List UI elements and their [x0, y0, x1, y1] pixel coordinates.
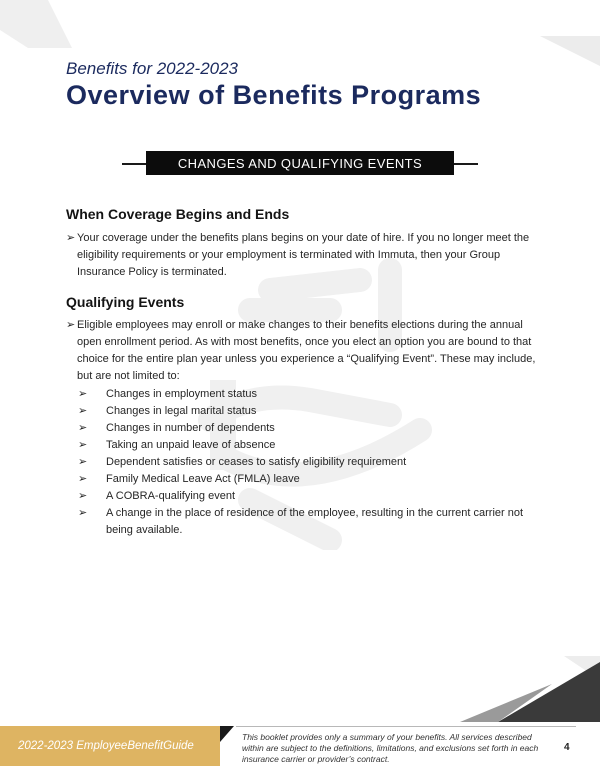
arrow-bullet-icon: ➢: [78, 439, 88, 451]
footer-corner-decoration: [220, 726, 234, 742]
arrow-bullet-icon: ➢: [66, 232, 76, 244]
footer-guide-label: 2022-2023 EmployeeBenefitGuide: [18, 740, 194, 752]
coverage-paragraph: [66, 230, 536, 281]
list-item: [78, 471, 538, 488]
footer-disclaimer: This booklet provides only a summary of your benefits. All services described within are subject to the definitions, limitations, and exclusions set forth in each insurance carrier or provider’s contract.: [242, 732, 539, 764]
arrow-bullet-icon: ➢: [78, 422, 88, 434]
qualifying-events-heading: Qualifying Events: [66, 294, 185, 310]
event-text: Changes in employment status: [106, 388, 258, 400]
event-text: A COBRA-qualifying event: [106, 490, 236, 502]
qualifying-events-paragraph: [66, 317, 536, 385]
coverage-heading: When Coverage Begins and Ends: [66, 206, 290, 222]
page-title: Overview of Benefits Programs: [66, 80, 482, 110]
arrow-bullet-icon: ➢: [78, 405, 88, 417]
banner-divider-left: [122, 163, 146, 165]
corner-decoration-bottom-right: [460, 656, 600, 722]
arrow-bullet-icon: ➢: [78, 473, 88, 485]
list-item: [78, 386, 538, 403]
event-text: Family Medical Leave Act (FMLA) leave: [106, 473, 300, 485]
list-item: [78, 437, 538, 454]
qualifying-events-list: [78, 386, 538, 539]
arrow-bullet-icon: ➢: [78, 388, 88, 400]
list-item: [78, 488, 538, 505]
arrow-bullet-icon: ➢: [78, 456, 88, 468]
arrow-bullet-icon: ➢: [78, 507, 88, 519]
page-subtitle: Benefits for 2022-2023: [66, 59, 239, 78]
list-item: [78, 505, 538, 539]
footer-divider: [236, 726, 576, 727]
event-text: Changes in legal marital status: [106, 405, 257, 417]
list-item: [78, 454, 538, 471]
banner-divider-right: [454, 163, 478, 165]
section-banner: CHANGES AND QUALIFYING EVENTS: [146, 151, 454, 175]
list-item: [78, 420, 538, 437]
coverage-text: Your coverage under the benefits plans begins on your date of hire. If you no longer meet the eligibility requirements or your employment is terminated with Immuta, then your Group Insurance Policy is terminated.: [77, 232, 530, 278]
arrow-bullet-icon: ➢: [66, 319, 76, 331]
corner-decoration-top-right: [540, 36, 600, 66]
event-text: Changes in number of dependents: [106, 422, 275, 434]
list-item: [78, 403, 538, 420]
event-text: Dependent satisfies or ceases to satisfy eligibility requirement: [106, 456, 407, 468]
event-text: Taking an unpaid leave of absence: [106, 439, 276, 451]
page-number: 4: [564, 742, 570, 753]
corner-decoration-top-left: [0, 0, 72, 48]
qualifying-events-text: Eligible employees may enroll or make changes to their benefits elections during the annual open enrollment period. As with most benefits, once you elect an option you are bound to that choice for the entire plan year unless you experience a “Qualifying Event”. These may include, but are not limited to:: [77, 319, 536, 382]
arrow-bullet-icon: ➢: [78, 490, 88, 502]
event-text: A change in the place of residence of the employee, resulting in the current carrier not being available.: [106, 507, 524, 536]
